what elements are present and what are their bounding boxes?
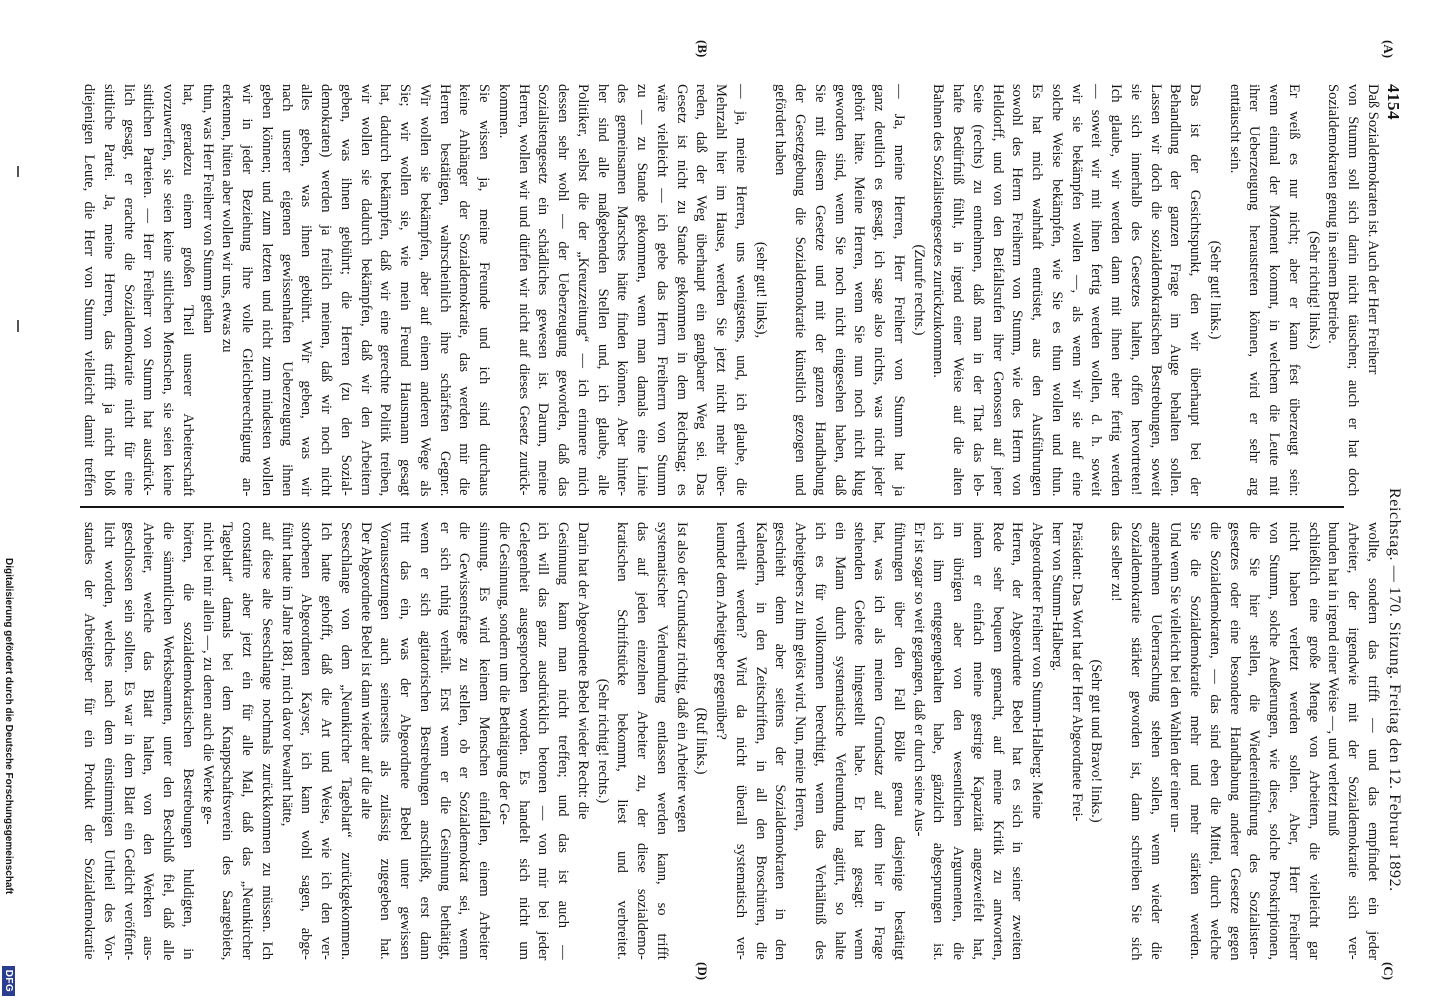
text-line-content: Und wenn Sie vielleicht bei den Wahlen der einer un- <box>1167 522 1184 833</box>
text-line <box>770 522 790 960</box>
text-line-content: stehenden Gebiete hingestellt habe. Er hat gesagt: wenn <box>851 522 868 960</box>
text-line-content: (Sehr richtig! links.) <box>1305 231 1322 349</box>
text-line-content: Darin hat der Abgeordnete Bebel wieder Recht: die <box>575 522 591 820</box>
text-line <box>711 522 731 960</box>
text-line <box>651 84 671 496</box>
text-line-content: Seite (rechts) zu entnehmen, daß man in der That das leb- <box>970 84 986 497</box>
text-line <box>1086 84 1106 496</box>
text-line <box>1343 84 1363 496</box>
text-line <box>316 522 336 960</box>
text-line <box>98 84 118 496</box>
text-line <box>849 522 869 960</box>
text-line <box>1323 84 1343 496</box>
text-line-content: alles geben, was ihnen gebührt. Wir geben, was wir <box>298 84 315 497</box>
text-line-content: die Sie hier stellen, die Wiedereinführung des Sozialisten- <box>1246 522 1263 960</box>
text-line-content: systematischer Verleumdung entlassen werden kann, so trifft <box>654 522 670 960</box>
text-line <box>948 522 968 960</box>
text-line-content: Ich hatte gehofft, daß die Art und Weise, wie ich den ver- <box>318 522 335 960</box>
text-line-content: die sämmtlichen Werksbeamten, unter den Beschluß fiel, daß alle <box>160 522 177 961</box>
text-line <box>612 84 632 496</box>
text-line-content: schließlich eine große Menge von Arbeitern, die vielleicht gar <box>1305 522 1322 960</box>
text-line <box>632 522 652 960</box>
text-line <box>987 84 1007 496</box>
text-line <box>414 84 434 496</box>
text-line <box>790 522 810 960</box>
text-line-content: sinnung. Es wird keinem Menschen einfallen, einem Arbeiter <box>476 522 493 960</box>
text-line-content: lich gesagt, er erachte die Sozialdemokratie nicht für eine <box>120 84 137 496</box>
text-line-content: Ich glaube, wir werden dann mit ihnen eher fertig werden <box>1108 84 1125 497</box>
text-line <box>987 522 1007 960</box>
text-line <box>553 522 573 960</box>
text-line <box>256 522 276 960</box>
text-line <box>434 84 454 496</box>
text-line-content: geschieht denn aber seitens der Sozialdemokraten in den <box>772 522 789 961</box>
text-line <box>335 84 355 496</box>
text-line <box>177 522 197 960</box>
text-line-content: von Stumm, solche Aeußerungen, wie diese, solche Proskriptionen, <box>1266 522 1283 961</box>
text-line-content: ganz deutlich es gesagt, ich sage also nichts, was nicht jeder <box>871 84 888 496</box>
text-line-content: gesetzes oder eine besondere Handhabung anderer Gesetze gegen <box>1226 522 1243 961</box>
text-line <box>296 84 316 496</box>
text-line-content: bunden hat in irgend einer Weise —, und verletzt muß <box>1325 522 1342 836</box>
text-line <box>158 84 178 496</box>
scan-tick-mark <box>18 166 20 177</box>
text-line <box>1224 522 1244 960</box>
text-line <box>572 522 592 960</box>
text-line <box>928 522 948 960</box>
text-line-content: angenehmen Ueberraschung stehen sollen, wenn wieder die <box>1147 522 1164 960</box>
text-line-content: Politiker, selbst die der „Kreuzzeitung“ — ich erinnere mich <box>575 84 591 496</box>
text-line <box>237 84 257 496</box>
text-line <box>928 84 948 496</box>
text-line <box>1283 84 1303 496</box>
text-line <box>790 84 810 496</box>
text-line <box>454 84 474 496</box>
text-line-content: gehört hätte. Meine Herren, wenn Sie nun noch nicht klug <box>851 84 868 497</box>
text-line <box>1264 522 1284 960</box>
text-line <box>829 84 849 496</box>
text-line-content: wenn er sich agitatorischen Bestrebungen anschließt, erst dann <box>417 522 433 960</box>
text-line <box>691 522 711 960</box>
text-line <box>908 522 928 960</box>
text-line-content: Sie die Sozialdemokratie mehr und mehr stärken werden. <box>1187 522 1204 960</box>
text-line-content: nicht bei mir allein —, zu denen auch die Werke ge- <box>199 522 216 825</box>
text-line-content: Sozialistengesetz ein schädliches gewesen ist. Darum, meine <box>535 84 552 496</box>
text-line-content: wir sie bekämpfen wollen —, als wenn wir sie auf eine <box>1068 84 1085 497</box>
text-line <box>809 84 829 496</box>
text-line-content: sittliche Partei. Ja, meine Herren, das trifft ja nicht bloß <box>101 84 117 496</box>
text-line <box>888 84 908 496</box>
text-line-content: des gemeinsamen Marsches hätte finden können. Aber hinter- <box>614 84 631 497</box>
text-line-content: die Sozialdemokraten, — das sind eben die Mittel, durch welche <box>1207 522 1223 960</box>
text-line <box>1086 522 1106 960</box>
text-line-content: Gesinnung kann man nicht treffen; und das ist auch — <box>555 522 572 960</box>
text-line-content: geben, was ihnen gebührt; die Herren (zu den Sozial- <box>338 84 354 496</box>
text-line <box>197 84 217 496</box>
text-line <box>1244 522 1264 960</box>
column-divider <box>80 506 1344 508</box>
text-line <box>1027 522 1047 960</box>
text-line <box>375 522 395 960</box>
text-line <box>1362 84 1382 496</box>
text-line <box>1303 522 1323 960</box>
text-line-content: Es hat mich wahrhaft entrüstet, aus den Ausführungen <box>1029 84 1046 497</box>
text-line-content: indem er einfach meine gestrige Kapazität angezweifelt hat, <box>970 522 986 960</box>
text-line-content: Sie mit diesem Gesetze und mit der ganzen Handhabung <box>812 84 828 496</box>
text-line <box>138 522 158 960</box>
text-line <box>533 522 553 960</box>
text-line <box>118 522 138 960</box>
text-line-content: — soweit wir mit ihnen fertig werden wollen, d. h. soweit <box>1088 84 1105 497</box>
text-line-content: Sozialdemokratie stärker geworden ist, dann schreiben Sie sich <box>1128 522 1144 961</box>
text-line <box>513 522 533 960</box>
text-line <box>967 522 987 960</box>
text-line <box>750 84 770 496</box>
text-line-content: (Ruf links.) <box>693 707 710 775</box>
text-line-content: sittlichen Parteien. — Herr Freiherr von Stumm hat ausdrück- <box>140 84 157 496</box>
text-line <box>1007 522 1027 960</box>
text-line <box>651 522 671 960</box>
text-line-content: (Sehr gut! links.) <box>1207 240 1223 340</box>
text-line <box>256 84 276 496</box>
text-line-content: ein Mann durch systematische Verleumdung agitirt, so halte <box>831 522 848 960</box>
text-line-content: constatire aber jetzt ein für alle Mal, daß das „Neunkircher <box>239 522 256 960</box>
text-line-content: Arbeiter, der irgendwie mit der Sozialdemokratie sich ver- <box>1345 522 1362 960</box>
text-line-content: Arbeitgebers zu ihm gelöst wird. Nun, meine Herren, <box>792 522 809 832</box>
text-line <box>770 84 790 496</box>
text-line <box>1106 522 1126 960</box>
text-line <box>1185 522 1205 960</box>
text-line-content: leumdet dem Arbeitgeber gegenüber? <box>713 522 730 740</box>
margin-marker-a: (A) <box>1381 40 1396 59</box>
text-line-content: Mehrzahl hier im Hause, werden Sie jetzt nicht mehr über- <box>713 84 730 497</box>
text-line <box>118 84 138 496</box>
text-line-content: hat, dadurch bekämpfen, daß wir eine gerechte Politik treiben, <box>377 84 394 497</box>
text-line <box>375 84 395 496</box>
text-line-content: das selber zu! <box>1108 522 1125 602</box>
text-line-content: Sozialdemokraten genug in seinem Betriebe. <box>1325 84 1342 344</box>
text-line <box>1303 84 1323 496</box>
text-line <box>355 522 375 960</box>
text-line-content: Gelegenheit ausgesprochen worden. Es handelt sich nicht um <box>515 522 532 960</box>
text-line <box>1066 522 1086 960</box>
text-line <box>1264 84 1284 496</box>
margin-marker-d: (D) <box>695 962 710 981</box>
text-line-content: licht worden, welches nach dem einstimmigen Urtheil des Vor- <box>101 522 117 961</box>
text-line-content: Sie wissen ja, meine Freunde und ich sind durchaus <box>476 84 493 497</box>
text-line-content: geschlossen sein sollten. Es war in dem Blatt ein Gedicht veröffent- <box>120 522 137 961</box>
text-line <box>454 522 474 960</box>
text-line-content: herr von Stumm-Halberg. <box>1049 522 1065 672</box>
text-line-content: Herren, wollen wir und dürfen wir nicht auf dieses Gesetz zurück- <box>515 84 532 496</box>
dfg-logo: DFG <box>2 966 15 996</box>
text-line-content: Arbeiter, welche das Blatt halten, von den Werken aus- <box>140 522 157 961</box>
text-line-content: Abgeordneter Freiherr von Stumm-Halberg: Meine <box>1029 522 1046 819</box>
text-line <box>592 84 612 496</box>
text-line-content: ich es für vollkommen berechtigt, wenn das Verhältniß des <box>812 522 828 960</box>
text-line-content: führungen über den Fall Bölle genau dasjenige bestätigt <box>891 522 907 961</box>
text-line-content: Gesetz ist nicht zu Stande gekommen in dem Reichstag; es <box>673 84 690 496</box>
text-line <box>888 522 908 960</box>
text-line <box>355 84 375 496</box>
text-line-content: sowohl des Herrn Freiherrn von Stumm, wie des Herrn von <box>1009 84 1026 496</box>
text-line-content: geben können; und zum letzten und nicht zum mindesten wollen <box>259 84 275 497</box>
text-line-content: solche Weise bekämpfen, wie Sie es thun wollen und thun. <box>1049 84 1065 497</box>
text-line <box>592 522 612 960</box>
text-line <box>711 84 731 496</box>
text-line <box>908 84 928 496</box>
funding-note: Digitalisierung gefördert durch die Deutsche Forschungsgemeinschaft <box>3 558 14 895</box>
text-line-content: standes der Arbeitgeber für ein Produkt der Sozialdemokratie <box>81 522 98 960</box>
text-line-content: die Gesinnung, sondern um die Bethätigung der Ge- <box>496 522 512 825</box>
text-line <box>316 84 336 496</box>
text-line <box>1343 522 1363 960</box>
text-line-content: wir wollen sie dadurch bekämpfen, daß wir den Arbeitern <box>357 84 374 496</box>
text-line-content: keine Anhänger der Sozialdemokratie, das werden mir die <box>456 84 473 496</box>
text-line-content: thun, was Herr Freiherr von Stumm gethan <box>199 84 216 334</box>
text-line <box>513 84 533 496</box>
text-line-content: — ja, meine Herren, uns wenigstens, und, ich glaube, die <box>733 84 749 496</box>
text-line-content: Behandlung der ganzen Frage im Auge behalten sollen. <box>1167 84 1184 497</box>
text-line <box>1323 522 1343 960</box>
text-line <box>809 522 829 960</box>
text-line-content: kratischen Schriftstücke bekommt, liest und verbreitet. <box>614 522 631 960</box>
text-line-content: nach unserer eigenen gewissenhaften Ueberzeugung ihnen <box>278 84 295 497</box>
text-line <box>750 522 770 960</box>
text-line-content: — Ja, meine Herren, Herr Freiherr von Stumm hat ja <box>891 84 907 497</box>
text-line <box>1244 84 1264 496</box>
text-line-content: im übrigen aber von den wesentlichen Argumenten, die <box>950 522 967 961</box>
text-column-left <box>79 84 1383 496</box>
text-line-content: das auf jeden einzelnen Arbeiter zu, der diese sozialdemo- <box>634 522 651 960</box>
text-line <box>1362 522 1382 960</box>
text-line <box>849 84 869 496</box>
text-line-content: Das ist der Gesichtspunkt, den wir überhaupt bei der <box>1187 84 1204 496</box>
text-line-content: ich will das ganz ausdrücklich betonen — von mir bei jeder <box>535 522 552 961</box>
text-line <box>1224 84 1244 496</box>
text-line-content: vertheilt werden? Wird da nicht überall systematisch ver- <box>733 522 749 960</box>
text-line <box>1204 522 1224 960</box>
text-line-content: zu — zu Stande gekommen, wenn man damals eine Linie <box>634 84 651 497</box>
text-line <box>395 84 415 496</box>
text-line <box>829 522 849 960</box>
margin-marker-b: (B) <box>695 40 710 58</box>
text-line-content: der Gesetzgebung die Sozialdemokratie künstlich gezogen und <box>792 84 809 496</box>
text-line-content: Sie; wir wollen sie, wie mein Freund Hausmann gesagt <box>397 84 414 497</box>
text-line-content: die Gewissensfrage zu stellen, ob er Sozialdemokrat sei, wenn <box>456 522 473 960</box>
text-line-content: hat, was ich als meinen Grundsatz auf dem hier in Frage <box>871 522 888 960</box>
text-line <box>296 522 316 960</box>
text-line-content: enttäuscht sein. <box>1226 84 1243 174</box>
text-line <box>474 84 494 496</box>
text-line <box>217 522 237 960</box>
text-line-content: ihrer Ueberzeugung heraustreten können, wird er sehr arg <box>1246 84 1263 496</box>
text-line <box>948 84 968 496</box>
text-line <box>434 522 454 960</box>
text-line-content: wenn einmal der Moment kommt, in welchem die Leute mit <box>1266 84 1283 496</box>
text-line <box>553 84 573 496</box>
text-line-content: er sich ruhig verhält. Erst wenn er die Gesinnung bethätigt, <box>436 522 453 960</box>
text-line <box>1145 84 1165 496</box>
text-line <box>276 84 296 496</box>
text-line <box>493 522 513 960</box>
text-line <box>1165 84 1185 496</box>
text-line-content: Der Abgeordnete Bebel ist dann wieder auf die alte <box>357 522 374 820</box>
text-line <box>79 84 99 496</box>
text-line <box>1027 84 1047 496</box>
text-line-content: Ist also der Grundsatz richtig, daß ein Arbeiter wegen <box>673 522 690 833</box>
text-line <box>967 84 987 496</box>
text-line <box>414 522 434 960</box>
text-line <box>237 522 257 960</box>
text-line <box>98 522 118 960</box>
text-line <box>1145 522 1165 960</box>
text-line-content: kommen. <box>496 84 512 139</box>
text-line-content: (Zurufe rechts.) <box>910 244 927 336</box>
text-line-content: auf diese alte Seeschlange nochmals zurückkommen zu müssen. Ich <box>259 522 275 961</box>
text-line <box>138 84 158 496</box>
text-line-content: führt hatte im Jahre 1881, mich davor bewahrt hätte, <box>278 522 295 827</box>
text-line-content: hörten, die sozialdemokratischen Bestrebungen huldigten, in <box>180 522 196 960</box>
text-line <box>493 84 513 496</box>
text-line-content: erkennen, hüten aber wollen wir uns, etwas zu <box>219 84 236 353</box>
text-line-content: von Stumm soll sich darin nicht täuschen; auch er hat doch <box>1345 84 1362 497</box>
text-line-content: wir in jeder Beziehung ihre volle Gleichberechtigung an- <box>239 84 256 497</box>
text-line-content: sie sich innerhalb des Gesetzes halten, offen hervortreten! <box>1128 84 1144 496</box>
text-line-content: Voraussetzungen auch seinerseits als zulässig zugegeben hat. <box>377 522 394 960</box>
text-line <box>1165 522 1185 960</box>
text-line-content: hat, geradezu einem großen Theil unserer Arbeiterschaft <box>180 84 196 497</box>
text-line-content: her sind alle maßgebenden Stellen und, ich glaube, alle <box>594 84 611 496</box>
text-line-content: tritt das ein, was der Abgeordnete Bebel unter gewissen <box>397 522 414 960</box>
text-line-content: reden, daß der Weg überhaupt ein gangbarer Weg sei. Das <box>693 84 710 496</box>
text-line <box>1046 84 1066 496</box>
text-line <box>1185 84 1205 496</box>
text-line-content: ich ihm entgegengehalten habe, gänzlich abgesprungen ist. <box>930 522 947 961</box>
text-line <box>1007 84 1027 496</box>
text-line <box>1125 84 1145 496</box>
text-line <box>671 522 691 960</box>
text-line-content: Lassen wir doch die sozialdemokratischen Bestrebungen, soweit <box>1147 84 1164 497</box>
text-line <box>158 522 178 960</box>
text-line-content: Er weiß es nur nicht; aber er kann fest überzeugt sein: <box>1286 84 1302 497</box>
text-line <box>474 522 494 960</box>
margin-marker-c: (C) <box>1381 962 1396 981</box>
text-line <box>572 84 592 496</box>
text-line-content: hafte Bedürfniß fühlt, in irgend einer Weise auf die alten <box>950 84 967 496</box>
text-line-content: Rede sehr bequem gemacht, auf meine Kritik zu antworten, <box>989 522 1006 961</box>
text-line <box>1046 522 1066 960</box>
text-line-content: Daß Sozialdemokraten ist. Auch der Herr Freiherr <box>1365 84 1381 375</box>
text-line-content: dessen sehr wohl — der Ueberzeugung geworden, daß das <box>555 84 572 497</box>
text-line <box>1283 522 1303 960</box>
text-line-content: demokraten) werden ja freilich meinen, daß wir noch nicht <box>318 84 335 497</box>
text-line <box>691 84 711 496</box>
text-line-content: storbenen Abgeordneten Kayser, ich kann wohl sagen, abge- <box>298 522 315 960</box>
text-line-content: diejenigen Leute, die Herr von Stumm vielleicht damit treffen <box>81 84 98 497</box>
text-line <box>533 84 553 496</box>
text-column-right <box>79 522 1383 960</box>
page-number: 4154 <box>1384 84 1403 120</box>
text-line-content: Er ist sogar so weit gegangen, daß er durch seine Aus- <box>910 522 927 837</box>
text-line <box>177 84 197 496</box>
text-line <box>730 84 750 496</box>
text-line-content: (Sehr gut und Bravo! links.) <box>1088 659 1105 823</box>
text-line <box>1106 84 1126 496</box>
page-title: Reichstag. — 170. Sitzung. Freitag den 12. Februar 1892. <box>1386 488 1403 892</box>
text-line <box>1066 84 1086 496</box>
text-line-content: Helldorff, und von den Beifallsrufen ihrer Genossen auf jener <box>989 84 1006 496</box>
text-line-content: (sehr gut! links), <box>752 241 769 339</box>
text-line <box>1125 522 1145 960</box>
text-line-content: wollte, sondern das trifft — und das empfindet ein jeder <box>1365 522 1381 961</box>
text-line <box>869 84 889 496</box>
text-line <box>79 522 99 960</box>
text-line <box>730 522 750 960</box>
text-line <box>612 522 632 960</box>
scan-tick-mark <box>18 320 20 332</box>
text-line <box>395 522 415 960</box>
text-line <box>335 522 355 960</box>
text-line <box>217 84 237 496</box>
text-line <box>632 84 652 496</box>
text-line-content: Kalendern, in den Zeitschriften, in all den Broschüren, die <box>752 522 769 960</box>
text-line-content: vorzuwerfen, sie seien keine sittlichen Menschen, sie seien keine <box>160 84 177 496</box>
text-line-content: geworden sind, wenn Sie noch nicht eingesehen haben, daß <box>831 84 848 496</box>
text-line <box>276 522 296 960</box>
text-line-content: Herren bestätigen, wahrscheinlich ihre schärfsten Gegner. <box>436 84 453 497</box>
text-line <box>197 522 217 960</box>
text-line-content: Wir wollen sie bekämpfen, aber auf einem anderen Wege als <box>417 84 433 497</box>
text-line-content: Herren, der Abgeordnete Bebel hat es sich in seiner zweiten <box>1009 522 1026 961</box>
text-line <box>1204 84 1224 496</box>
text-line-content: Bahnen des Sozialistengesetzes zurückzukommen. <box>930 84 947 378</box>
text-line-content: wäre vielleicht — ich gebe das Herrn Freiherrn von Stumm <box>654 84 670 497</box>
text-line <box>869 522 889 960</box>
text-line-content: gefördert haben <box>772 84 789 176</box>
text-line <box>671 84 691 496</box>
text-line-content: (Sehr richtig! rechts.) <box>594 678 611 804</box>
text-line-content: nicht haben verletzt werden sollen. Aber, Herr Freiherr <box>1286 522 1302 960</box>
text-line-content: Präsident: Das Wort hat der Herr Abgeordnete Frei- <box>1068 522 1085 822</box>
text-line-content: Seeschlange von dem „Neunkircher Tageblatt“ zurückgekommen. <box>338 522 354 960</box>
text-line-content: Tageblatt“ damals bei dem Knappschaftsverein des Saargebiets, <box>219 522 236 961</box>
